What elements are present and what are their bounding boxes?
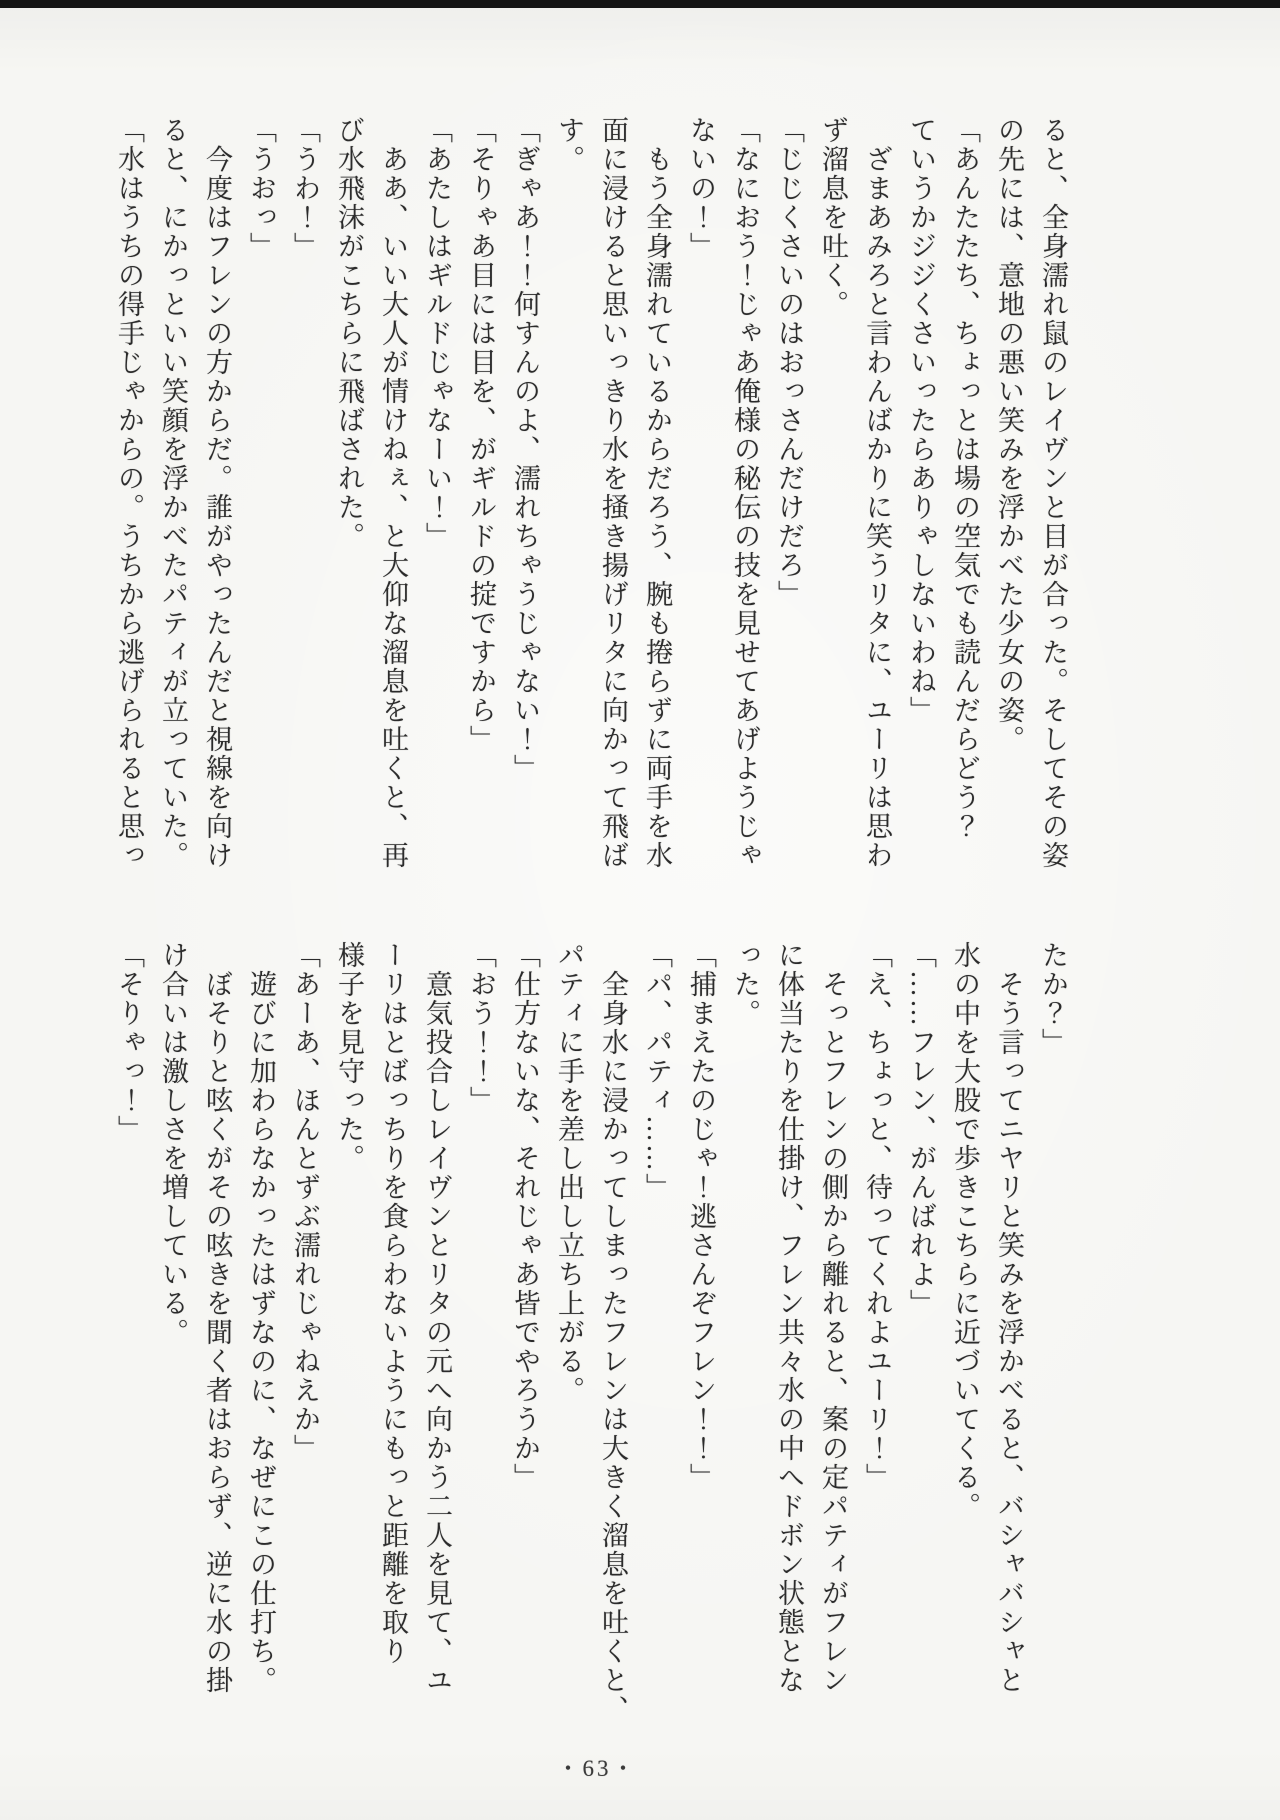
text-column: 「そりゃあ目には目を、がギルドの掟ですから」 <box>466 116 496 754</box>
text-column: もう全身濡れているからだろう、腕も捲らずに両手を水 <box>642 145 672 870</box>
text-column: び水飛沫がこちらに飛ばされた。 <box>334 116 364 551</box>
text-column: たか？」 <box>1038 941 1068 1057</box>
text-column: 「あーあ、ほんとずぶ濡れじゃねえか」 <box>290 941 320 1463</box>
text-column: ーリはとばっちりを食らわないようにもっと距離を取り <box>378 941 408 1666</box>
text-column: 「水はうちの得手じゃからの。うちから逃げられると思っ <box>114 116 144 870</box>
text-column: 「ぎゃあ！！何すんのよ、濡れちゃうじゃない！」 <box>510 116 540 783</box>
text-column: す。 <box>554 116 584 174</box>
text-column: に体当たりを仕掛け、フレン共々水の中へドボン状態とな <box>774 941 804 1695</box>
text-column: 「……フレン、がんばれよ」 <box>906 941 936 1318</box>
text-column: ず溜息を吐く。 <box>818 116 848 319</box>
text-column: そう言ってニヤリと笑みを浮かべると、バシャバシャと <box>994 970 1024 1695</box>
text-column: ざまあみろと言わんばかりに笑うリタに、ユーリは思わ <box>862 145 892 870</box>
text-column: 「あたしはギルドじゃなーい！」 <box>422 116 452 551</box>
text-column: 「うおっ」 <box>246 116 276 261</box>
text-column: ると、全身濡れ鼠のレイヴンと目が合った。そしてその姿 <box>1038 116 1068 870</box>
text-column: ていうかジジくさいったらありゃしないわね」 <box>906 116 936 725</box>
text-column: 全身水に浸かってしまったフレンは大きく溜息を吐くと、 <box>598 970 628 1724</box>
text-column: 「おう！！」 <box>466 941 496 1115</box>
text-column: 「あんたたち、ちょっとは場の空気でも読んだらどう？ <box>950 116 980 841</box>
text-column: そっとフレンの側から離れると、案の定パティがフレン <box>818 970 848 1695</box>
text-column: 様子を見守った。 <box>334 941 364 1173</box>
text-column: け合いは激しさを増している。 <box>158 941 188 1347</box>
text-column: 意気投合しレイヴンとリタの元へ向かう二人を見て、ユ <box>422 970 452 1695</box>
text-column: の先には、意地の悪い笑みを浮かべた少女の姿。 <box>994 116 1024 754</box>
text-column: 「仕方ないな、それじゃあ皆でやろうか」 <box>510 941 540 1492</box>
text-column: 水の中を大股で歩きこちらに近づいてくる。 <box>950 941 980 1521</box>
text-column: 「パ、パティ……」 <box>642 941 672 1202</box>
scan-edge-artifact <box>0 0 1280 8</box>
text-column: ると、にかっといい笑顔を浮かべたパティが立っていた。 <box>158 116 188 870</box>
text-column: 「捕まえたのじゃ！逃さんぞフレン！！」 <box>686 941 716 1492</box>
text-block-upper <box>107 116 1075 872</box>
page-number: ・63・ <box>556 1756 638 1781</box>
text-column: 「え、ちょっと、待ってくれよユーリ！」 <box>862 941 892 1492</box>
text-block-lower <box>107 941 1075 1724</box>
text-column: ぼそりと呟くがその呟きを聞く者はおらず、逆に水の掛 <box>202 970 232 1695</box>
text-column: ああ、いい大人が情けねぇ、と大仰な溜息を吐くと、再 <box>378 145 408 870</box>
text-column: ないの！」 <box>686 116 716 261</box>
text-column: 「そりゃっ！」 <box>114 941 144 1144</box>
text-column: 「なにおう！じゃあ俺様の秘伝の技を見せてあげようじゃ <box>730 116 760 870</box>
text-column: 今度はフレンの方からだ。誰がやったんだと視線を向け <box>202 145 232 870</box>
text-column: った。 <box>730 941 760 1028</box>
text-column: 遊びに加わらなかったはずなのに、なぜにこの仕打ち。 <box>246 970 276 1695</box>
text-column: 面に浸けると思いっきり水を掻き揚げリタに向かって飛ば <box>598 116 628 870</box>
text-column: 「うわ！」 <box>290 116 320 261</box>
text-column: パティに手を差し出し立ち上がる。 <box>554 941 584 1405</box>
text-column: 「じじくさいのはおっさんだけだろ」 <box>774 116 804 609</box>
